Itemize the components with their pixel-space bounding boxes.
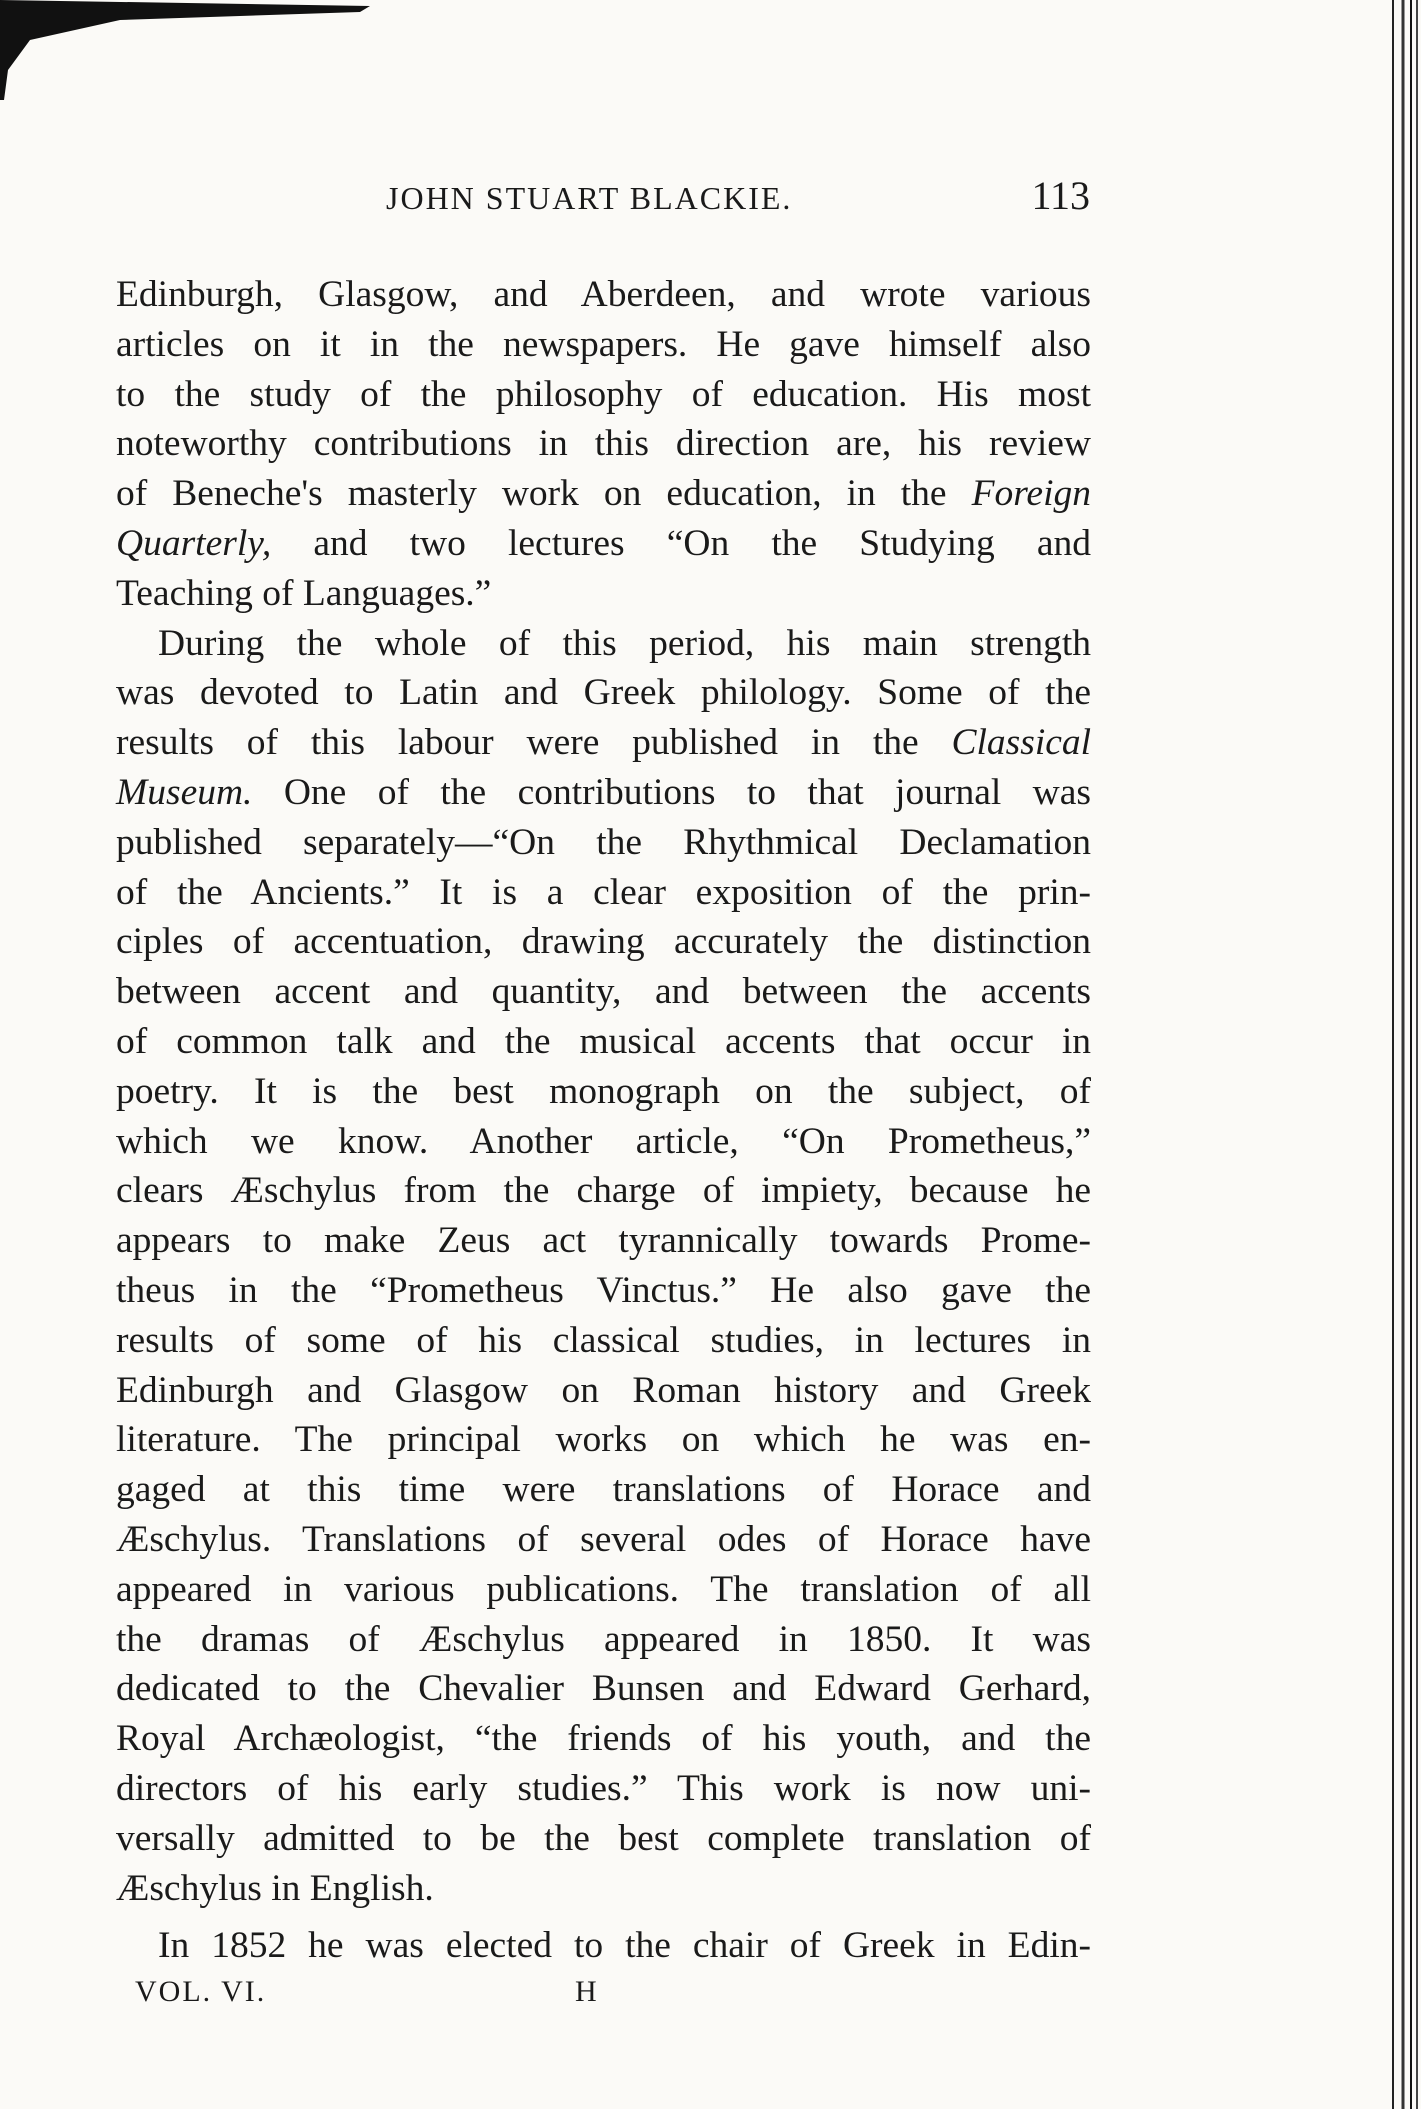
text-line: Æschylus. Translations of several odes of Horace have	[116, 1518, 1091, 1560]
text-line: was devoted to Latin and Greek philology. Some of the	[116, 672, 1091, 714]
italic-title: Quarterly,	[116, 522, 272, 564]
text-line: results of some of his classical studies, in lectures in	[116, 1319, 1091, 1361]
text-line: clears Æschylus from the charge of impiety, because he	[116, 1170, 1091, 1212]
book-binding-edge	[1351, 0, 1421, 2109]
running-head	[120, 172, 1090, 222]
paragraph	[116, 619, 1091, 1914]
sheet-signature-mark: H	[575, 1975, 597, 2008]
paragraph	[116, 270, 1091, 619]
text-line: noteworthy contributions in this direction are, his review	[116, 423, 1091, 465]
text-line: directors of his early studies.” This work is now uni-	[116, 1767, 1091, 1809]
text-line: gaged at this time were translations of Horace and	[116, 1469, 1091, 1511]
text-line: Museum. One of the contributions to that journal was	[116, 771, 1091, 813]
text-line: Edinburgh and Glasgow on Roman history and Greek	[116, 1369, 1091, 1411]
text-line: During the whole of this period, his main strength	[158, 622, 1091, 664]
text-line: of Beneche's masterly work on education, in the Foreign	[116, 473, 1091, 515]
page-number: 113	[1031, 173, 1090, 218]
text-line: Royal Archæologist, “the friends of his youth, and the	[116, 1718, 1091, 1760]
text-line: In 1852 he was elected to the chair of Greek in Edin-	[158, 1925, 1091, 1967]
text-line: ciples of accentuation, drawing accurately the distinction	[116, 921, 1091, 963]
text-line: published separately—“On the Rhythmical Declamation	[116, 821, 1091, 863]
body-text	[116, 270, 1091, 1971]
text-line: appeared in various publications. The translation of all	[116, 1568, 1091, 1610]
text-line: to the study of the philosophy of education. His most	[116, 373, 1091, 415]
text-line: between accent and quantity, and between the accents	[116, 971, 1091, 1013]
text-line: poetry. It is the best monograph on the subject, of	[116, 1070, 1091, 1112]
text-line: the dramas of Æschylus appeared in 1850. It was	[116, 1618, 1091, 1660]
page-footer	[135, 1975, 1035, 2025]
italic-title: Foreign	[971, 473, 1091, 515]
italic-title: Classical	[951, 722, 1092, 764]
volume-signature: VOL. VI.	[135, 1975, 267, 2008]
text-line: versally admitted to be the best complete translation of	[116, 1817, 1091, 1859]
italic-title: Museum.	[116, 771, 253, 813]
paragraph	[116, 1921, 1091, 1971]
text-line: articles on it in the newspapers. He gave himself also	[116, 323, 1091, 365]
running-title: JOHN STUART BLACKIE.	[386, 180, 793, 216]
text-line: literature. The principal works on which he was en-	[116, 1419, 1091, 1461]
text-line: dedicated to the Chevalier Bunsen and Edward Gerhard,	[116, 1668, 1091, 1710]
text-line: results of this labour were published in the Classical	[116, 722, 1092, 764]
page-corner-shadow	[0, 0, 380, 110]
text-line: which we know. Another article, “On Prometheus,”	[116, 1120, 1091, 1162]
text-line: Æschylus in English.	[116, 1867, 434, 1909]
text-line: of common talk and the musical accents that occur in	[116, 1020, 1091, 1062]
text-line: Edinburgh, Glasgow, and Aberdeen, and wrote various	[116, 274, 1091, 315]
text-line: of the Ancients.” It is a clear exposition of the prin-	[116, 871, 1091, 913]
text-line: appears to make Zeus act tyrannically towards Prome-	[116, 1220, 1091, 1262]
text-line: Teaching of Languages.”	[116, 572, 492, 614]
text-line: theus in the “Prometheus Vinctus.” He also gave the	[116, 1269, 1091, 1311]
text-line: Quarterly, and two lectures “On the Studying and	[116, 522, 1092, 564]
